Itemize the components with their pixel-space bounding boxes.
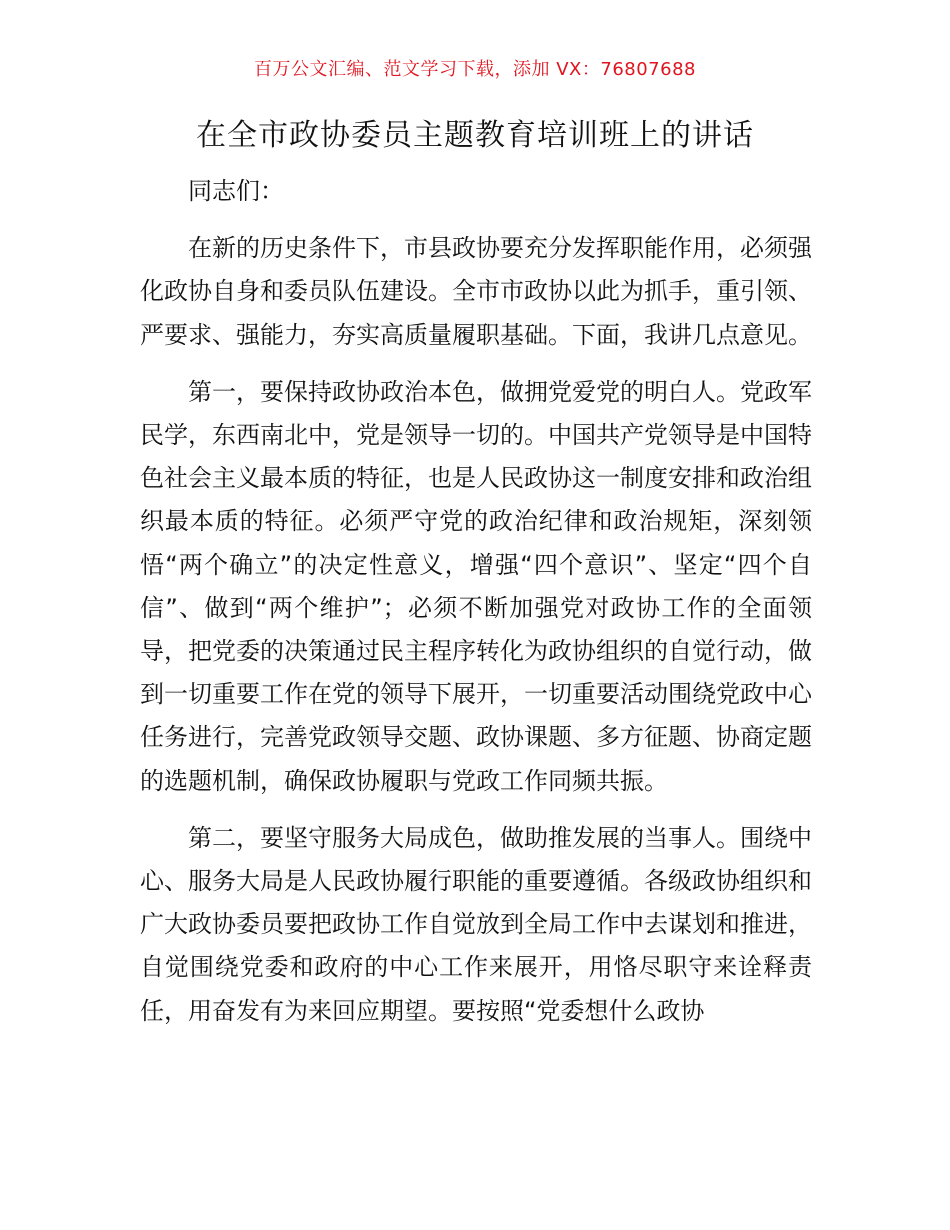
paragraph-first-point: 第一，要保持政协政治本色，做拥党爱党的明白人。党政军民学，东西南北中，党是领导一切的。中国共产党领导是中国特色社会主义最本质的特征，也是人民政协这一制度安排和政治组织最本质的特征。必须严守党的政治纪律和政治规矩，深刻领悟“两个确立”的决定性意义，增强“四个意识”、坚定“四个自信”、做到“两个维护”；必须不断加强党对政协工作的全面领导，把党委的决策通过民主程序转化为政协组织的自觉行动，做到一切重要工作在党的领导下展开，一切重要活动围绕党政中心任务进行，完善党政领导交题、政协课题、多方征题、协商定题的选题机制，确保政协履职与党政工作同频共振。	[140, 377, 812, 795]
document-body	[140, 170, 812, 1047]
salutation: 同志们：	[188, 177, 284, 205]
paragraph-intro: 在新的历史条件下，市县政协要充分发挥职能作用，必须强化政协自身和委员队伍建设。全市市政协以此为抓手，重引领、严要求、强能力，夯实高质量履职基础。下面，我讲几点意见。	[140, 234, 812, 349]
watermark-header: 百万公文汇编、范文学习下载，添加 VX：76807688	[254, 59, 696, 80]
paragraph-second-point: 第二，要坚守服务大局成色，做助推发展的当事人。围绕中心、服务大局是人民政协履行职能的重要遵循。各级政协组织和广大政协委员要把政协工作自觉放到全局工作中去谋划和推进，自觉围绕党委和政府的中心工作来展开，用恪尽职守来诠释责任，用奋发有为来回应期望。要按照“党委想什么政协	[140, 823, 812, 1025]
document-title: 在全市政协委员主题教育培训班上的讲话	[196, 118, 754, 153]
